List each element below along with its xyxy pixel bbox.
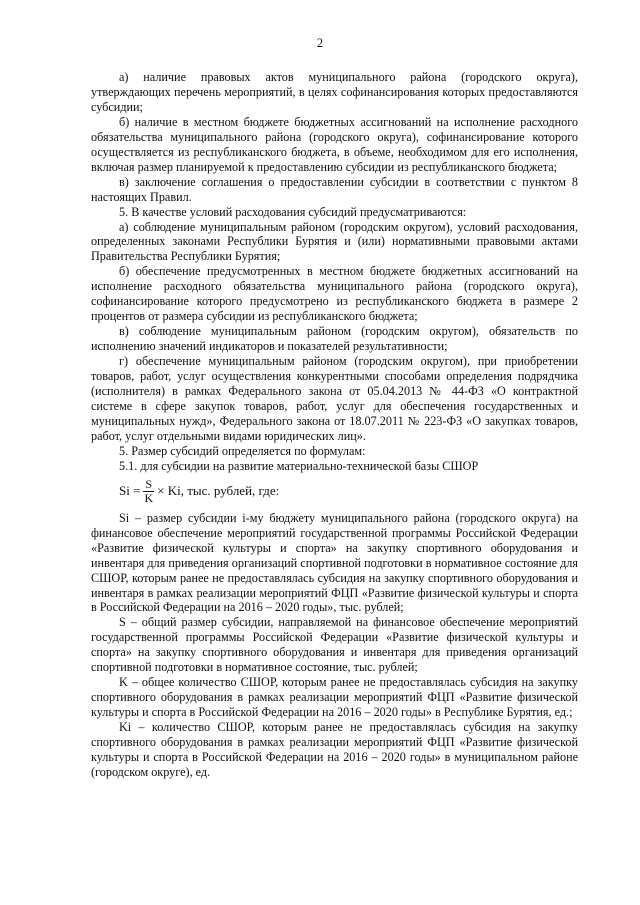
formula-fraction xyxy=(142,478,155,505)
paragraph: S – общий размер субсидии, направляемой на финансовое обеспечение мероприятий государственной программы Российской Федерации «Развитие физической культуры и спорта» на закупку спортивного оборудования и инвентаря для приведения организаций спортивной подготовки в нормативное состояние, тыс. рублей; xyxy=(91,615,578,675)
formula-denominator: K xyxy=(144,491,154,506)
paragraph: K – общее количество СШОР, которым ранее не предоставлялась субсидия на закупку спортивного оборудования в рамках реализации мероприятий ФЦП «Развитие физической культуры и спорта в Российской Федерации на 2016 – 2020 годы» в Республике Бурятия, ед.; xyxy=(91,675,578,720)
paragraph: 5. Размер субсидий определяется по формулам: xyxy=(119,443,366,458)
paragraph: а) соблюдение муниципальным районом (городским округом), условий расходования, определенных законами Республики Бурятия и (или) нормативными правовыми актами Правительства Республики Бурятия; xyxy=(91,219,578,264)
paragraph: 5. В качестве условий расходования субсидий предусматриваются: xyxy=(119,204,467,219)
formula-numerator: S xyxy=(145,477,153,492)
subsidy-formula xyxy=(119,476,578,508)
formula-lhs: Si = xyxy=(119,483,141,499)
paragraph: Ki – количество СШОР, которым ранее не предоставлялась субсидия на закупку спортивного оборудования в рамках реализации мероприятий ФЦП «Развитие физической культуры и спорта в Российской Федерации на 2016 – 2020 годы» в муниципальном районе (городском округе), ед. xyxy=(91,720,578,779)
paragraph: б) наличие в местном бюджете бюджетных ассигнований на исполнение расходного обязательства муниципального района (городского округа), софинансирование которого осуществляется из республиканского бюджета, в объеме, необходимом для его исполнения, включая размер планируемой к предоставлению субсидии из республиканского бюджета; xyxy=(91,114,578,174)
formula-rhs: × Ki, тыс. рублей, где: xyxy=(157,483,280,499)
paragraph: а) наличие правовых актов муниципального района (городского округа), утверждающих перечень мероприятий, в целях софинансирования которых предоставляются субсидии; xyxy=(91,70,578,114)
paragraph: в) заключение соглашения о предоставлении субсидии в соответствии с пунктом 8 настоящих Правил. xyxy=(91,174,578,204)
paragraph: Si – размер субсидии i-му бюджету муниципального района (городского округа) на финансовое обеспечение мероприятий государственной программы Российской Федерации «Развитие физической культуры и спорта» на закупку спортивного оборудования и инвентаря для приведения организаций спортивной подготовки в нормативное состояние для СШОР, которым ранее не предоставлялась субсидия на закупку спортивного оборудования и инвентаря в рамках реализации мероприятий ФЦП «Развитие физической культуры и спорта в Российской Федерации на 2016 – 2020 годы», тыс. рублей; xyxy=(91,510,578,615)
page-number: 2 xyxy=(316,36,324,50)
paragraph: б) обеспечение предусмотренных в местном бюджете бюджетных ассигнований на исполнение расходного обязательства муниципального района (городского округа), софинансирование которого предусмотрено из республиканского бюджета в размере 2 процентов от размера субсидии из республиканского бюджета; xyxy=(91,264,578,324)
document-body xyxy=(91,70,578,780)
paragraph: 5.1. для субсидии на развитие материально-технической базы СШОР xyxy=(119,458,479,473)
paragraph: г) обеспечение муниципальным районом (городским округом), при приобретении товаров, работ, услуг осуществления конкурентными способами определения подрядчика (исполнителя) в рамках Федерального закона от 05.04.2013 № 44-ФЗ «О контрактной системе в сфере закупок товаров, работ, услуг для обеспечения государственных и муниципальных нужд», Федерального закона от 18.07.2011 № 223-ФЗ «О закупках товаров, работ, услуг отдельными видами юридических лиц». xyxy=(91,354,578,443)
paragraph: в) соблюдение муниципальным районом (городским округом), обязательств по исполнению значений индикаторов и показателей результативности; xyxy=(91,324,578,354)
